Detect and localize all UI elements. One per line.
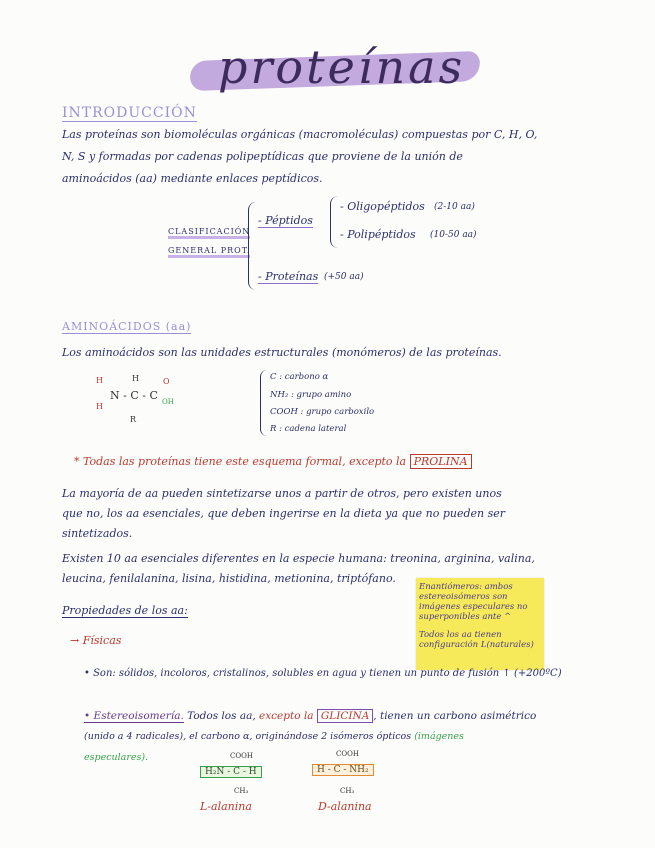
aminoacidos-line-1: Los aminoácidos son las unidades estructurales (monómeros) de las proteínas. bbox=[62, 346, 502, 359]
aminoacidos-heading: AMINOÁCIDOS (aa) bbox=[62, 320, 192, 333]
para1-line-1: La mayoría de aa pueden sintetizarse unos a partir de otros, pero existen unos bbox=[62, 487, 502, 500]
estereo-line-1: • Estereoisomería. Todos los aa, excepto la GLICINA , tienen un carbono asimétrico bbox=[84, 710, 537, 722]
formula-h1: H bbox=[96, 376, 103, 385]
title-block bbox=[190, 30, 480, 100]
proteinas-range: (+50 aa) bbox=[324, 272, 364, 282]
classification-label-1: CLASIFICACIÓN bbox=[168, 227, 250, 239]
propiedades-heading: Propiedades de los aa: bbox=[62, 604, 188, 617]
sticky-line-2: Todos los aa tienen configuración L(naturales) bbox=[419, 630, 534, 650]
proteinas-class: - Proteínas bbox=[258, 270, 319, 283]
prolina-box: PROLINA bbox=[410, 454, 472, 469]
l-name: L-alanina bbox=[200, 800, 252, 813]
d-bot: CH₃ bbox=[340, 787, 355, 795]
l-mid: H₂N - C - H bbox=[200, 766, 262, 778]
classification-brace bbox=[248, 202, 257, 290]
l-bot: CH₃ bbox=[234, 787, 249, 795]
sticky-note bbox=[416, 578, 544, 670]
d-mid: H - C - NH₂ bbox=[312, 764, 374, 776]
son-line: • Son: sólidos, incoloros, cristalinos, solubles en agua y tienen un punto de fusión ↑ (+200ºC) bbox=[84, 668, 562, 679]
star-note: * Todas las proteínas tiene este esquema formal, excepto la PROLINA bbox=[74, 455, 472, 468]
intro-line-1: Las proteínas son biomoléculas orgánicas (macromoléculas) compuestas por C, H, O, bbox=[62, 128, 538, 141]
legend-item: COOH : grupo carboxilo bbox=[270, 407, 375, 417]
formula-h2: H bbox=[96, 402, 103, 411]
classification-label-2: GENERAL PROT. bbox=[168, 246, 250, 258]
legend-item: R : cadena lateral bbox=[270, 424, 347, 434]
formula-oh: OH bbox=[162, 398, 174, 406]
page-title: proteínas bbox=[218, 40, 466, 94]
formula-o: O bbox=[163, 377, 170, 386]
d-top: COOH bbox=[336, 750, 359, 758]
estereo-line-2: (unido a 4 radicales), el carbono α, originándose 2 isómeros ópticos (imágenes bbox=[84, 731, 464, 742]
legend-brace bbox=[260, 370, 267, 436]
legend-item: C : carbono α bbox=[270, 372, 329, 382]
estereo-line-3: especulares). bbox=[84, 752, 149, 763]
legend-item: NH₂ : grupo amino bbox=[270, 390, 352, 400]
peptidos-label: - Péptidos bbox=[258, 214, 313, 227]
intro-line-3: aminoácidos (aa) mediante enlaces peptídicos. bbox=[62, 172, 323, 185]
l-top: COOH bbox=[230, 752, 253, 760]
para1-line-2: que no, los aa esenciales, que deben ingerirse en la dieta ya que no pueden ser bbox=[62, 507, 506, 520]
sticky-line-1: Enantiómeros: ambos estereoisómeros son imágenes especulares no superponibles ante ^ bbox=[419, 582, 528, 622]
intro-line-2: N, S y formadas por cadenas polipeptídicas que proviene de la unión de bbox=[62, 150, 463, 163]
fisicas-label: → Físicas bbox=[70, 634, 122, 647]
intro-heading: INTRODUCCIÓN bbox=[62, 105, 197, 121]
formula-r: R bbox=[130, 415, 137, 424]
polipeptidos: - Polipéptidos bbox=[340, 228, 416, 241]
glicina-box: GLICINA bbox=[317, 709, 373, 723]
para1-line-3: sintetizados. bbox=[62, 527, 133, 540]
formula-h3: H bbox=[132, 374, 139, 383]
oligopeptidos-range: (2-10 aa) bbox=[434, 202, 475, 212]
d-name: D-alanina bbox=[318, 800, 372, 813]
formula-main: N - C - C bbox=[110, 389, 158, 402]
para2-line-2: leucina, fenilalanina, lisina, histidina, metionina, triptófano. bbox=[62, 572, 396, 585]
para2-line-1: Existen 10 aa esenciales diferentes en la especie humana: treonina, arginina, valina, bbox=[62, 552, 535, 565]
polipeptidos-range: (10-50 aa) bbox=[430, 230, 477, 240]
oligopeptidos: - Oligopéptidos bbox=[340, 200, 425, 213]
peptidos-brace bbox=[330, 196, 339, 248]
